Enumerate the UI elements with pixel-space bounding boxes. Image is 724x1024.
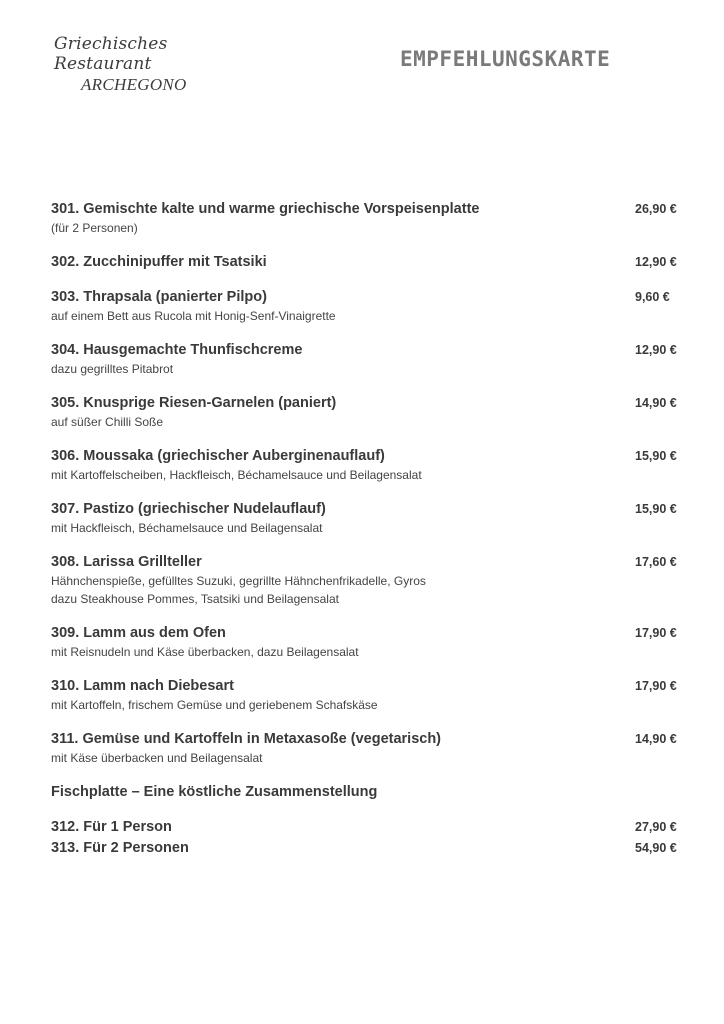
menu-item-price: 54,90 € <box>635 841 677 855</box>
menu-list <box>51 200 701 858</box>
spacer <box>51 661 701 677</box>
menu-item-price: 17,90 € <box>635 679 677 693</box>
menu-item-description: auf süßer Chilli Soße <box>51 415 164 429</box>
menu-item-header <box>51 447 701 466</box>
menu-item-header <box>51 818 701 837</box>
menu-item-header <box>51 783 701 802</box>
menu-item-title: 308. Larissa Grillteller <box>51 554 202 570</box>
menu-item-description: (für 2 Personen) <box>51 221 138 235</box>
menu-item-price: 17,90 € <box>635 626 677 640</box>
spacer <box>51 608 701 624</box>
menu-item-header <box>51 394 701 413</box>
menu-item-title: Fischplatte – Eine köstliche Zusammenstellung <box>51 784 378 800</box>
spacer <box>51 431 701 447</box>
menu-item-price: 15,90 € <box>635 502 677 516</box>
menu-item-price: 9,60 € <box>635 290 670 304</box>
menu-item-title: 311. Gemüse und Kartoffeln in Metaxasoße (vegetarisch) <box>51 731 442 747</box>
spacer <box>51 325 701 341</box>
menu-item-title: 301. Gemischte kalte und warme griechische Vorspeisenplatte <box>51 201 480 217</box>
menu-item-title: 304. Hausgemachte Thunfischcreme <box>51 342 303 358</box>
menu-item-header <box>51 500 701 519</box>
menu-item-price: 17,60 € <box>635 555 677 569</box>
spacer <box>51 272 701 288</box>
menu-item <box>51 624 701 661</box>
spacer <box>51 484 701 500</box>
menu-item-description: Hähnchenspieße, gefülltes Suzuki, gegrillte Hähnchenfrikadelle, Gyros <box>51 574 426 588</box>
menu-item-price: 12,90 € <box>635 255 677 269</box>
menu-item-header <box>51 253 701 272</box>
menu-item-header <box>51 200 701 219</box>
menu-item-description: dazu gegrilltes Pitabrot <box>51 362 174 376</box>
menu-item <box>51 341 701 378</box>
menu-item-price: 14,90 € <box>635 396 677 410</box>
menu-item-title: 312. Für 1 Person <box>51 819 172 835</box>
menu-item-description: mit Käse überbacken und Beilagensalat <box>51 751 263 765</box>
menu-item-header <box>51 730 701 749</box>
menu-item-price: 14,90 € <box>635 732 677 746</box>
menu-item-description: mit Kartoffeln, frischem Gemüse und geriebenem Schafskäse <box>51 698 378 712</box>
menu-item-description: dazu Steakhouse Pommes, Tsatsiki und Beilagensalat <box>51 592 339 606</box>
menu-item-price: 15,90 € <box>635 449 677 463</box>
menu-item-header <box>51 341 701 360</box>
menu-item-description: mit Reisnudeln und Käse überbacken, dazu Beilagensalat <box>51 645 359 659</box>
menu-item-price: 12,90 € <box>635 343 677 357</box>
menu-item <box>51 730 701 767</box>
fish-platter-option <box>51 818 701 837</box>
menu-item-description: mit Kartoffelscheiben, Hackfleisch, Béchamelsauce und Beilagensalat <box>51 468 422 482</box>
menu-item-title: 306. Moussaka (griechischer Auberginenauflauf) <box>51 448 385 464</box>
spacer <box>51 767 701 783</box>
spacer <box>51 537 701 553</box>
menu-item <box>51 677 701 714</box>
menu-item-header <box>51 624 701 643</box>
menu-item-price: 26,90 € <box>635 202 677 216</box>
menu-item-title: 305. Knusprige Riesen-Garnelen (paniert) <box>51 395 337 411</box>
logo-name: ARCHEGONO <box>81 75 187 94</box>
fish-platter-option <box>51 839 701 858</box>
menu-item <box>51 394 701 431</box>
spacer <box>51 237 701 253</box>
menu-item-header <box>51 839 701 858</box>
menu-item-header <box>51 288 701 307</box>
spacer <box>51 714 701 730</box>
menu-item-title: 313. Für 2 Personen <box>51 840 189 856</box>
menu-item <box>51 253 701 272</box>
menu-item-title: 302. Zucchinipuffer mit Tsatsiki <box>51 254 267 270</box>
menu-item-title: 309. Lamm aus dem Ofen <box>51 625 226 641</box>
spacer <box>51 802 701 818</box>
logo-tagline: Griechisches Restaurant <box>54 34 168 74</box>
menu-item <box>51 288 701 325</box>
menu-item-price: 27,90 € <box>635 820 677 834</box>
menu-item-description: mit Hackfleisch, Béchamelsauce und Beilagensalat <box>51 521 323 535</box>
menu-item <box>51 553 701 608</box>
menu-item <box>51 783 701 802</box>
page-title: EMPFEHLUNGSKARTE <box>400 47 611 71</box>
menu-item <box>51 447 701 484</box>
spacer <box>51 378 701 394</box>
menu-item-header <box>51 553 701 572</box>
menu-item-title: 303. Thrapsala (panierter Pilpo) <box>51 289 267 305</box>
menu-item-title: 307. Pastizo (griechischer Nudelauflauf) <box>51 501 326 517</box>
restaurant-logo <box>54 34 254 96</box>
menu-item-description: auf einem Bett aus Rucola mit Honig-Senf-Vinaigrette <box>51 309 336 323</box>
menu-item <box>51 200 701 237</box>
menu-item-title: 310. Lamm nach Diebesart <box>51 678 234 694</box>
menu-item <box>51 500 701 537</box>
menu-item-header <box>51 677 701 696</box>
